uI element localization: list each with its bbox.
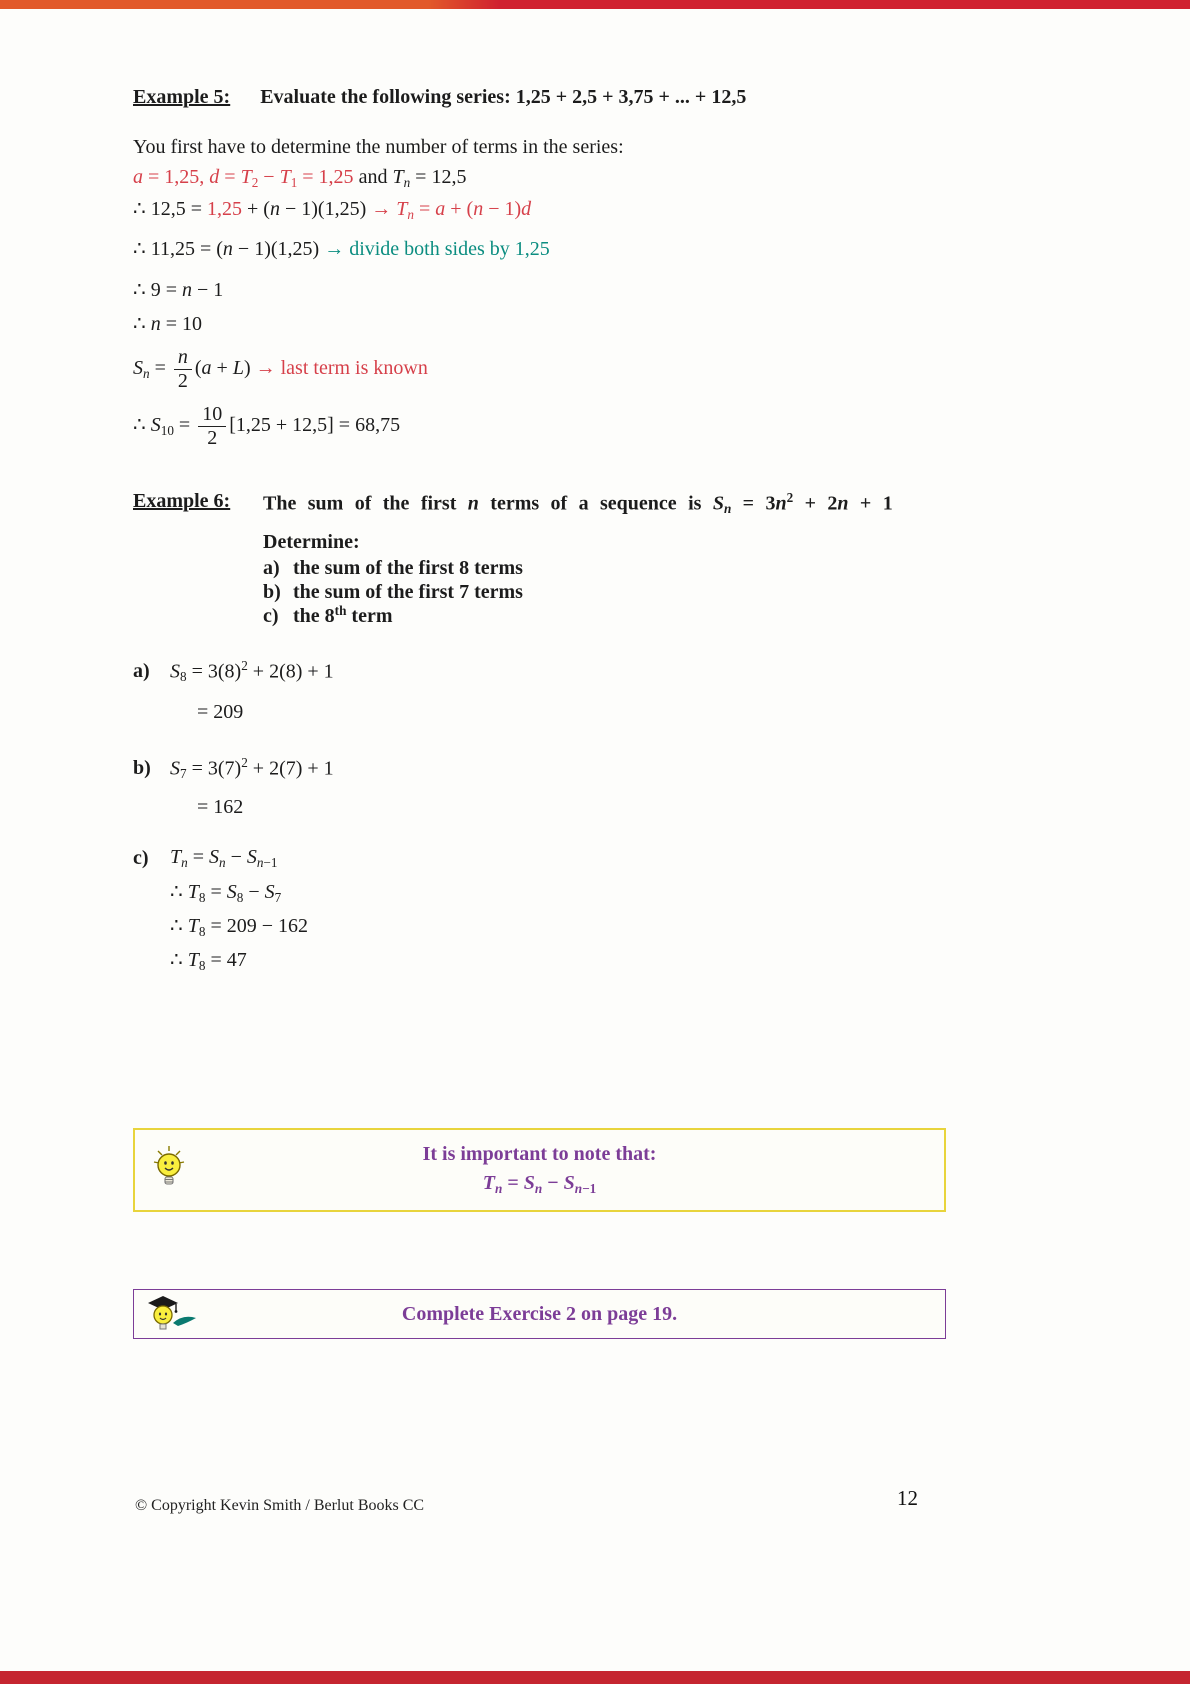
scan-edge-top [0, 0, 1190, 9]
example5-eq5: ∴ n = 10 [133, 313, 203, 335]
example6-statement: The sum of the first n terms of a sequence is $S_n = 3n^2 + 2n + 1$ [263, 490, 893, 517]
exercise-box [133, 1289, 946, 1339]
example6-item-c [263, 603, 392, 629]
example5-intro: You first have to determine the number of terms in the series: [133, 136, 624, 158]
solution-c-eq1: $T_n = S_n - S_{n-1}$ [170, 846, 278, 870]
example5-eq7: ∴ $S_{10}$ = $\frac{10}{2}$ [1,25 + 12,5] = 68,75 [133, 403, 401, 449]
example5-label: Example 5: [133, 86, 231, 108]
example5-title: Evaluate the following series: 1,25 + 2,5 + 3,75 + ... + 12,5 [260, 86, 747, 108]
lightbulb-icon [135, 1144, 187, 1197]
scan-edge-bottom [0, 1671, 1190, 1684]
example6-item-a [263, 556, 523, 581]
important-note-box [133, 1128, 946, 1212]
solution-b-result: = 162 [197, 796, 244, 818]
solution-c-eq4: ∴ $T_8 = 47$ [170, 949, 247, 973]
exercise-text: Complete Exercise 2 on page 19. [401, 1302, 678, 1325]
example5-eq2: ∴ $12,5 = 1,25 + (n - 1)(1,25) \to T_n = a + (n - 1)d$ [133, 198, 532, 222]
item-a-text: the sum of the first 8 terms [293, 557, 523, 579]
note-title: It is important to note that: [422, 1143, 657, 1166]
solution-c-eq2: ∴ $T_8 = S_8 - S_7$ [170, 881, 282, 905]
example5-eq1: a = 1,25, $d = T_2 - T_1 = 1,25$ and $T_n = 12,5$ [133, 166, 467, 190]
example5-heading [133, 86, 746, 109]
example5-eq6: $S_n$ = $\frac{n}{2}$ (a + L) → last term is known [133, 346, 428, 392]
solution-a-label: a) [133, 660, 150, 682]
page-number: 12 [897, 1486, 918, 1510]
copyright-line: © Copyright Kevin Smith / Berlut Books CC [135, 1497, 425, 1514]
solution-c-eq3: ∴ $T_8 = 209 - 162$ [170, 915, 309, 939]
item-c-text: the 8th term [293, 603, 393, 628]
item-a-label: a) [263, 557, 280, 579]
note-text [187, 1143, 892, 1197]
solution-a-eq: $S_8 = 3(8)^2 + 2(8) + 1$ [170, 658, 334, 685]
example6-label: Example 6: [133, 490, 231, 512]
item-c-label: c) [263, 605, 279, 628]
example6-determine: Determine: [263, 531, 360, 553]
example5-eq3: ∴ 11,25 = (n − 1)(1,25) → divide both sides by 1,25 [133, 238, 550, 260]
example6-item-b [263, 580, 523, 605]
solution-b-label: b) [133, 757, 151, 779]
solution-b-eq: $S_7 = 3(7)^2 + 2(7) + 1$ [170, 755, 334, 782]
note-formula: $T_n = S_n - S_{n-1}$ [482, 1172, 597, 1196]
solution-a-result: = 209 [197, 701, 244, 723]
graduate-lightbulb-quill-icon [134, 1292, 198, 1337]
example5-eq4: ∴ 9 = n − 1 [133, 279, 224, 301]
item-b-label: b) [263, 581, 281, 603]
item-b-text: the sum of the first 7 terms [293, 581, 523, 603]
solution-c-label: c) [133, 847, 149, 869]
